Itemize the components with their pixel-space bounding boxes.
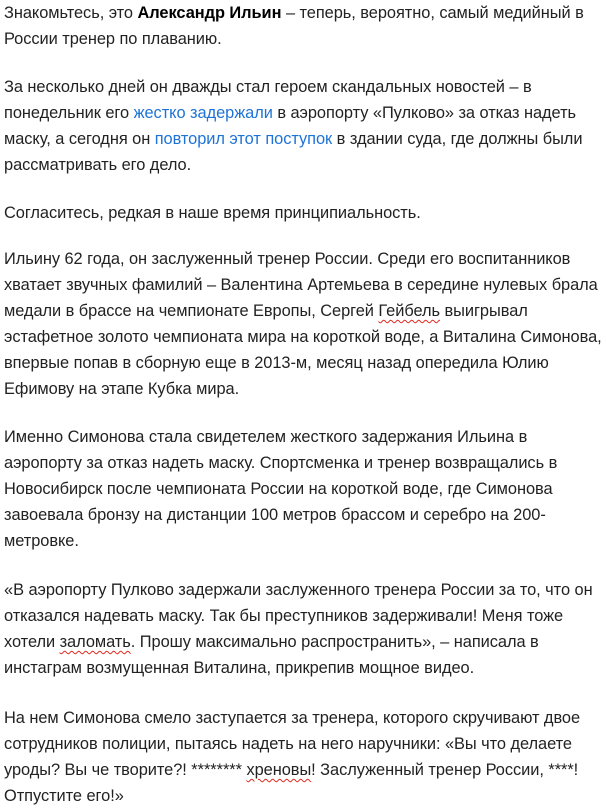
biography-text-2: выигрывал эстафетное золото чемпионата мира на короткой воде, а Виталина Симонова, впервые попав в сборную еще в 2013-м, месяц назад опередила Юлию Ефимову на этапе Кубка мира. (4, 301, 602, 398)
link-detained[interactable]: жестко задержали (133, 103, 273, 122)
intro-text-after: – теперь, вероятно, самый медийный в России тренер по плаванию. (4, 4, 584, 48)
paragraph-biography (4, 247, 602, 402)
link-repeated[interactable]: повторил этот поступок (154, 129, 333, 148)
video-text-2: ! Заслуженный тренер России, ****! Отпустите его!» (4, 760, 579, 805)
paragraph-witness (4, 425, 602, 555)
coach-name: Александр Ильин (137, 4, 282, 22)
paragraph-principle (4, 201, 602, 227)
paragraph-quote (4, 578, 602, 682)
spellcheck-word-geibel[interactable]: Гейбель (378, 301, 440, 320)
news-text-2: в аэропорту «Пулково» за отказ надеть маску, а сегодня он (4, 103, 577, 148)
paragraph-video (4, 706, 602, 810)
witness-text: Именно Симонова стала свидетелем жесткого задержания Ильина в аэропорту за отказ надеть маску. Спортсменка и тренер возвращались в Новосибирск после чемпионата России на короткой воде, где Симонова завоевала бронзу на дистанции 100 метров брассом и серебро на 200-метровке. (4, 428, 558, 550)
video-text-1: На нем Симонова смело заступается за тренера, которого скручивают двое сотрудников полиции, пытаясь надеть на него наручники: «Вы что делаете уроды? Вы че творите?! ******** (4, 709, 581, 779)
principle-text: Согласитесь, редкая в наше время принципиальность. (4, 204, 421, 222)
spellcheck-word-zalomat[interactable]: заломать (59, 632, 131, 651)
news-text-1: За несколько дней он дважды стал героем скандальных новостей – в понедельник его (4, 78, 532, 122)
paragraph-intro (4, 1, 602, 53)
intro-text-before: Знакомьтесь, это (4, 4, 138, 22)
paragraph-news (4, 75, 602, 179)
spellcheck-word-khrenovy[interactable]: хреновы (246, 760, 312, 779)
biography-text-1: Ильину 62 года, он заслуженный тренер России. Среди его воспитанников хватает звучных фамилий – Валентина Артемьева в середине нулевых брала медали в брассе на чемпионате Европы, Сергей (4, 250, 598, 320)
quote-text-1: «В аэропорту Пулково задержали заслуженного тренера России за то, что он отказался надевать маску. Так бы преступников задерживали! Меня тоже хотели (4, 581, 593, 651)
news-text-3: в здании суда, где должны были рассматривать его дело. (4, 129, 583, 174)
quote-text-2: . Прошу максимально распространить», – написала в инстаграм возмущенная Виталина, прикрепив мощное видео. (4, 632, 539, 677)
